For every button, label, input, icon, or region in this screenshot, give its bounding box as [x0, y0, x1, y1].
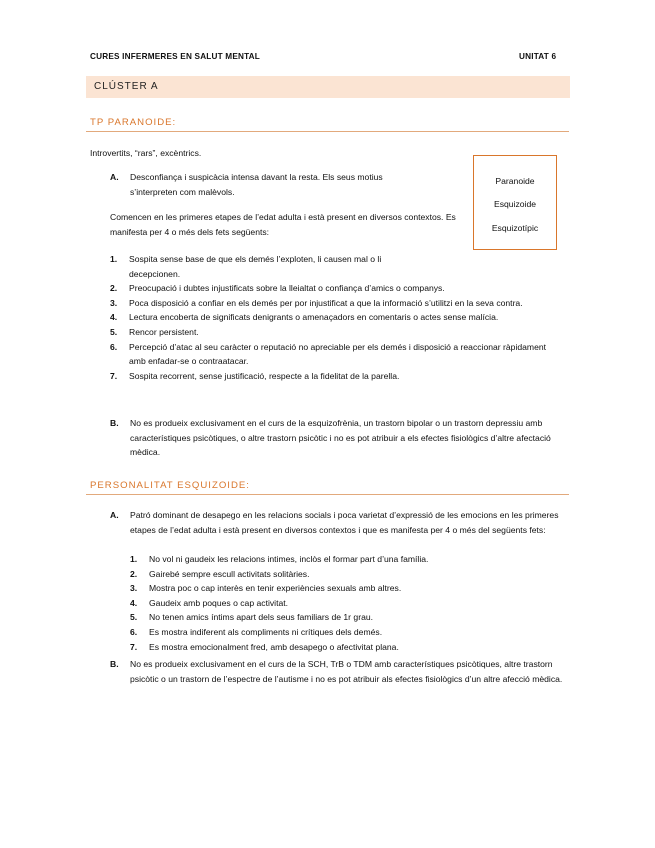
list-item: 1. No vol ni gaudeix les relacions intimes, inclòs el formar part d’una família.: [130, 554, 429, 564]
criterion-label: A.: [110, 510, 119, 520]
criterion-text: Desconfiança i suspicàcia intensa davant la resta. Els seus motius s’interpreten com malèvols.: [130, 172, 383, 197]
type-item: Paranoide: [495, 176, 535, 186]
criterion-label: B.: [110, 418, 119, 428]
section-rule-esquizoide: [86, 494, 569, 495]
list-item: 4. Lectura encoberta de significats denigrants o amenaçadors en comentaris o actes sense malícia.: [110, 312, 499, 323]
criterion-text: No es produeix exclusivament en el curs de la esquizofrènia, un trastorn bipolar o un trastorn depressiu amb característiques psicòtiques, o altre trastorn psicòtic i no es pot atribuir a els efectes fisiològics d’altre afectació mèdica.: [130, 418, 551, 458]
list-item: 1. Sospita sense base de que els demés l’exploten, li causen mal o li decepcionen.: [110, 254, 382, 279]
list-item: 7. Sospita recorrent, sense justificació, respecte a la fidelitat de la parella.: [110, 370, 400, 381]
list-item: 3. Mostra poc o cap interès en tenir experiències sexuals amb altres.: [130, 583, 402, 594]
list-item: 2. Preocupació i dubtes injustificats sobre la lleialtat o confiança d’amics o companys.: [110, 283, 445, 294]
running-header-unit: UNITAT 6: [519, 52, 557, 61]
section-rule-paranoide: [86, 131, 569, 132]
list-item: 5. Rencor persistent.: [110, 326, 199, 337]
type-item: Esquizotípic: [491, 223, 539, 233]
running-header-title: CURES INFERMERES EN SALUT MENTAL: [90, 52, 261, 61]
list-item: 3. Poca disposició a confiar en els demés per por injustificat a que la informació s’utilitzi en la seva contra.: [110, 297, 523, 308]
esquizoide-criteria-list: [130, 552, 565, 654]
criterion-a-paranoide: [110, 170, 420, 199]
section-title-esquizoide: PERSONALITAT ESQUIZOIDE:: [90, 480, 250, 491]
list-item: 2. Gairebé sempre escull activitats solitàries.: [130, 568, 310, 579]
cluster-a-types-box: [473, 155, 557, 250]
criterion-text: No es produeix exclusivament en el curs de la SCH, TrB o TDM amb característiques psicòtiques, altre trastorn psicòtic o un trastorn de l’espectre de l’autisme i no es pot atribuir als efectes fisiològics d’un altre afecció mèdica.: [130, 659, 563, 684]
paranoide-criteria-list: [110, 252, 565, 383]
criterion-label: B.: [110, 659, 119, 669]
list-item: 5. No tenen amics íntims apart dels seus familiars de 1r grau.: [130, 612, 374, 623]
criterion-b-esquizoide: [110, 657, 565, 686]
list-item: 6. Es mostra indiferent als compliments ni crítiques dels demés.: [130, 626, 383, 637]
cluster-heading: CLÚSTER A: [94, 81, 159, 92]
criterion-label: A.: [110, 172, 119, 182]
lead-paragraph: Comencen en les primeres etapes de l’edat adulta i està present en diversos contextos. Es manifesta per 4 o més dels fets següents:: [110, 212, 456, 237]
criterion-b-paranoide: [110, 416, 565, 460]
intro-text: Introvertits, “rars”, excèntrics.: [90, 148, 202, 158]
criterion-text: Patró dominant de desapego en les relacions socials i poca varietat d’expressió de les emocions en les primeres etapes de l’edat adulta i està present en diversos contextos i que es manifesta per 4 o més del següents fets:: [130, 510, 559, 535]
section-title-paranoide: TP PARANOIDE:: [90, 117, 177, 128]
list-item: 7. Es mostra emocionalment fred, amb desapego o afectivitat plana.: [130, 641, 399, 652]
type-item: Esquizoide: [493, 199, 537, 209]
list-item: 6. Percepció d’atac al seu caràcter o reputació no apreciable per els demés i disposició a reaccionar ràpidament amb enfadar-se o contraatacar.: [110, 341, 547, 367]
list-item: 4. Gaudeix amb poques o cap activitat.: [130, 597, 289, 608]
criterion-a-esquizoide: [110, 508, 565, 537]
